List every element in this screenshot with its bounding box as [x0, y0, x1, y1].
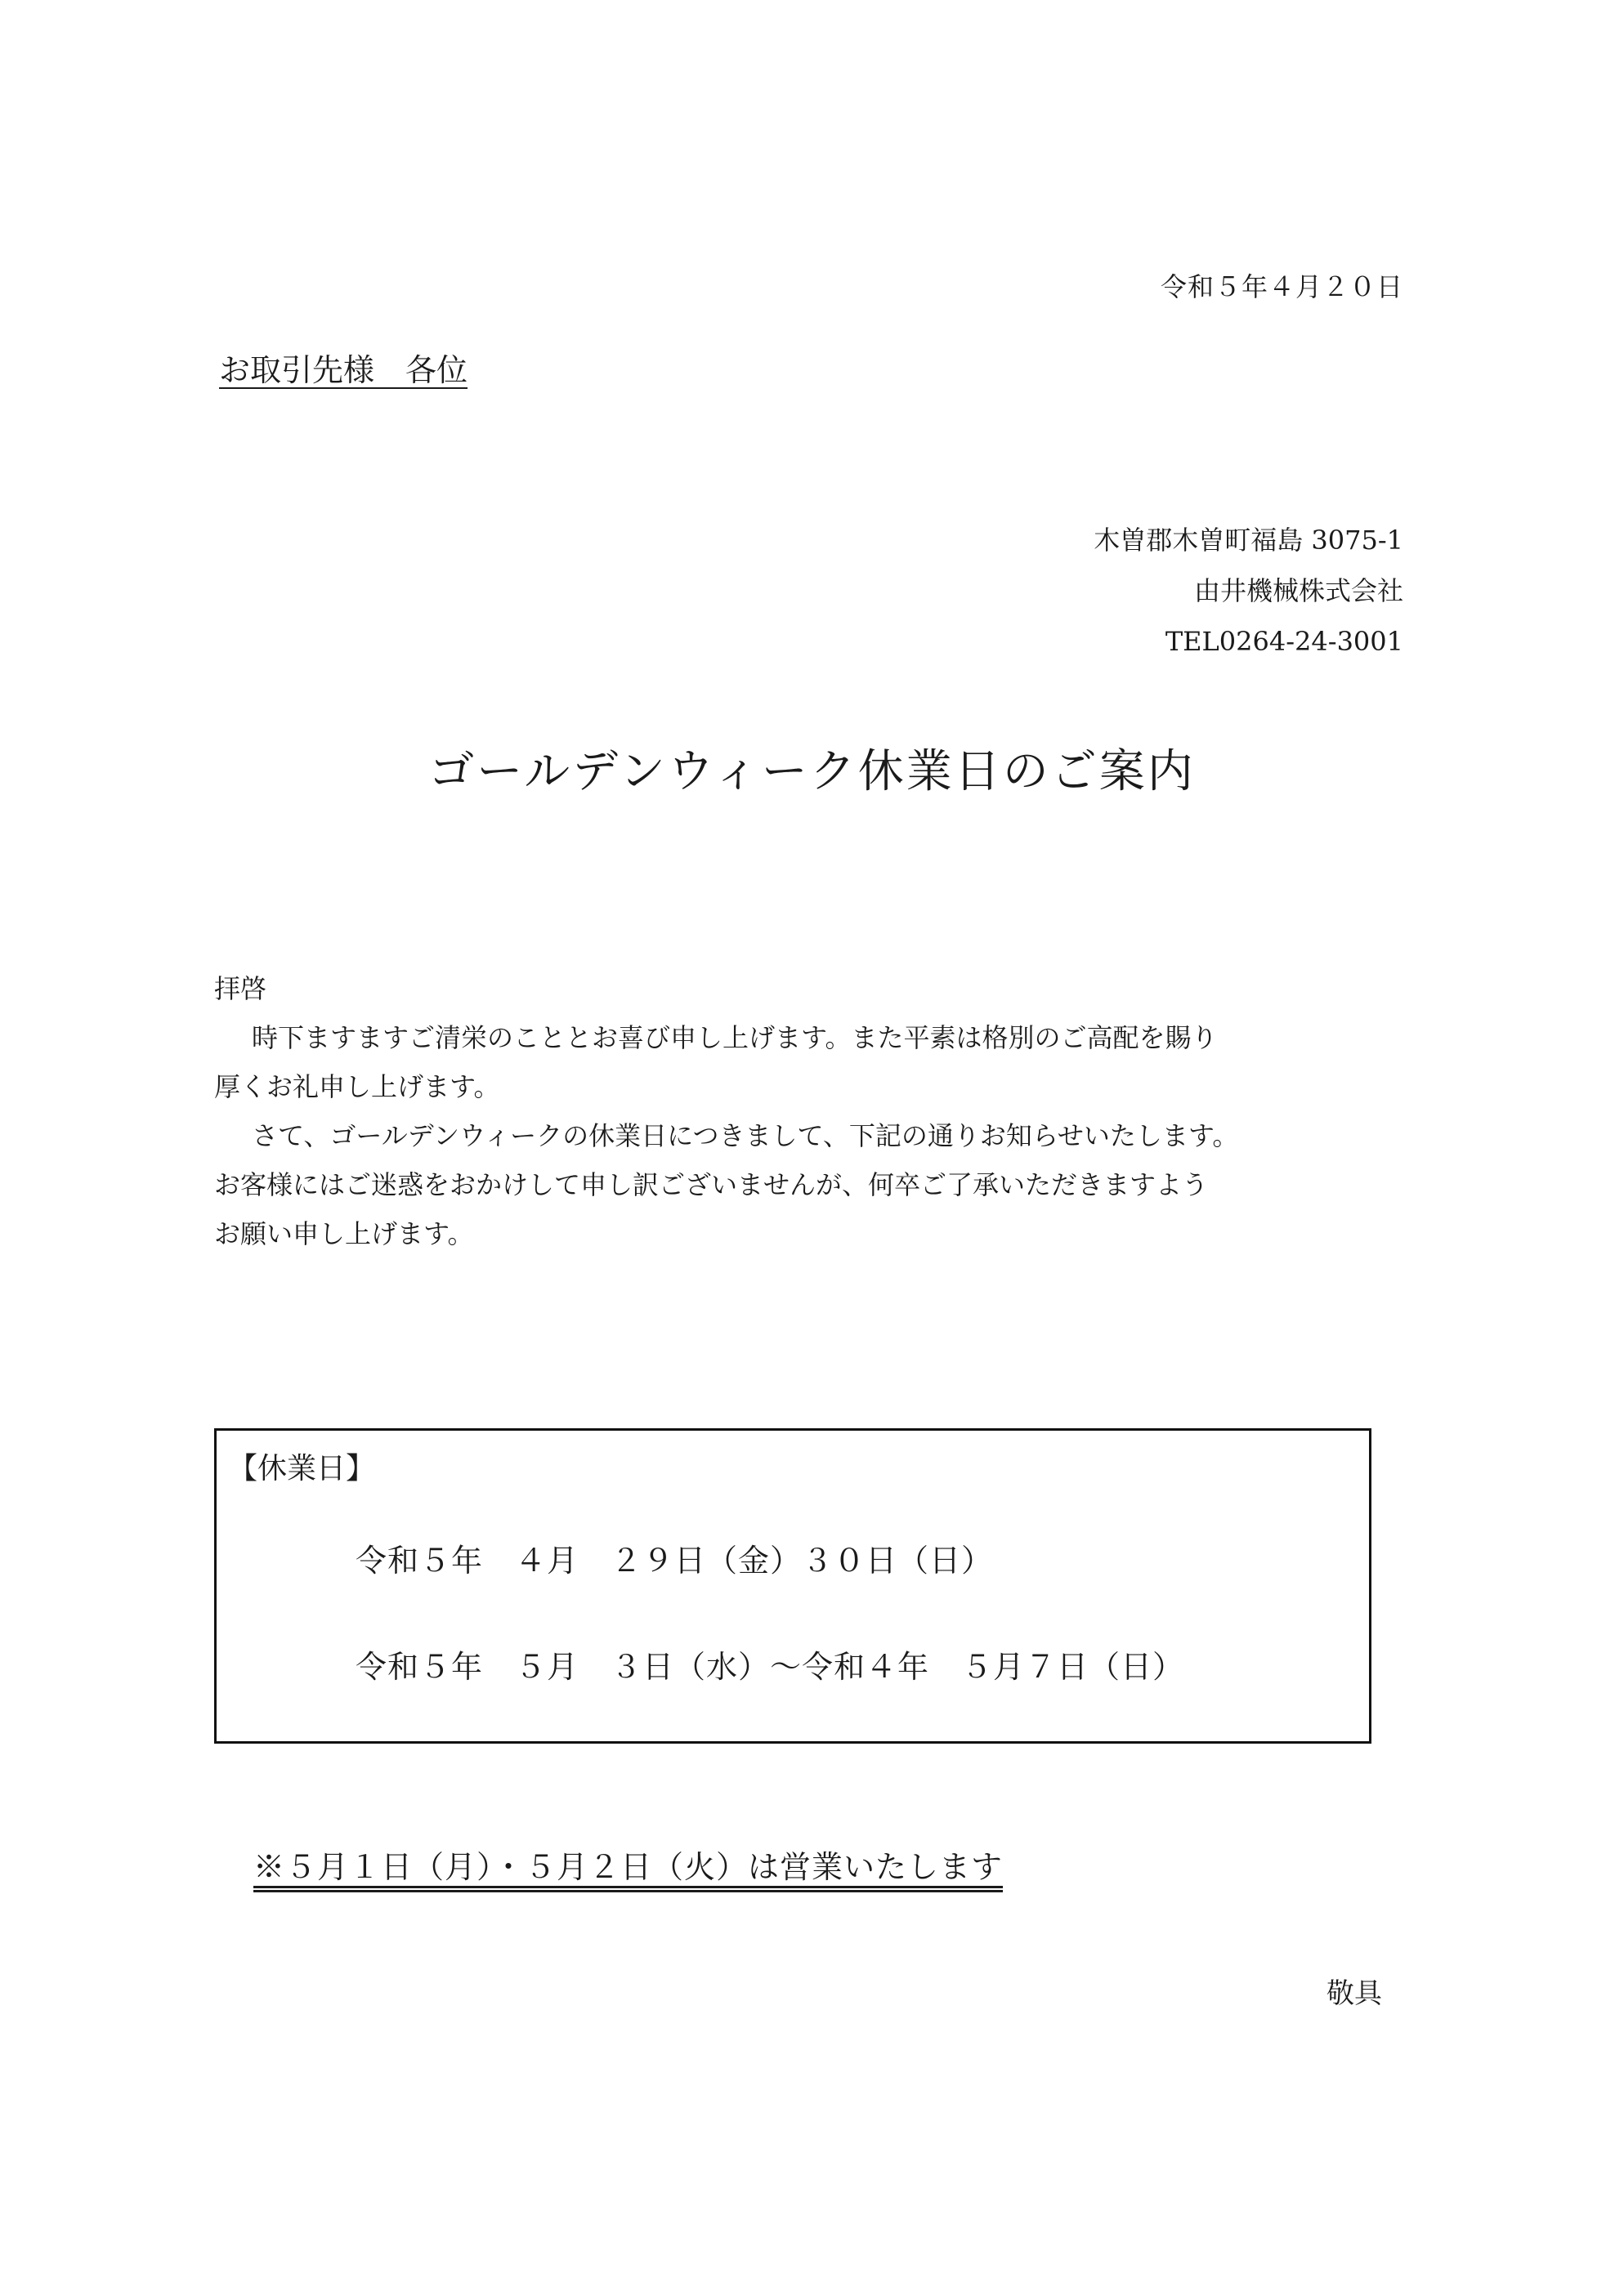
body-line: お願い申し上げます。	[214, 1218, 474, 1249]
addressee: お取引先様 各位	[219, 352, 468, 388]
sender-company: 由井機械株式会社	[1193, 575, 1403, 606]
body-line: さて、ゴールデンウィークの休業日につきまして、下記の通りお知らせいたします。	[252, 1120, 1239, 1151]
letter-body	[214, 964, 1238, 1258]
body-line: お客様にはご迷惑をおかけして申し訳ございませんが、何卒ご了承いただきますよう	[214, 1169, 1209, 1200]
business-day-note: ※５月１日（月）・５月２日（火）は営業いたします	[253, 1849, 1004, 1885]
sender-address: 木曽郡木曽町福島 3075-1	[1094, 525, 1403, 556]
holiday-box	[214, 1428, 1371, 1744]
salutation: 拝啓	[214, 973, 267, 1004]
sender-block	[1094, 515, 1403, 667]
body-line: 時下ますますご清栄のこととお喜び申し上げます。また平素は格別のご高配を賜り	[252, 1022, 1218, 1053]
sender-tel: TEL0264-24-3001	[1165, 626, 1403, 657]
holiday-heading: 【休業日】	[228, 1452, 376, 1485]
closing: 敬具	[1326, 1977, 1382, 2010]
body-line: 厚くお礼申し上げます。	[214, 1071, 500, 1102]
holiday-row: 令和５年 ５月 ３日（水）～令和４年 ５月７日（日）	[356, 1649, 1185, 1685]
holiday-row: 令和５年 ４月 ２９日（金）３０日（日）	[356, 1543, 994, 1579]
letter-date: 令和５年４月２０日	[1160, 271, 1403, 302]
document-title: ゴールデンウィーク休業日のご案内	[428, 745, 1196, 798]
